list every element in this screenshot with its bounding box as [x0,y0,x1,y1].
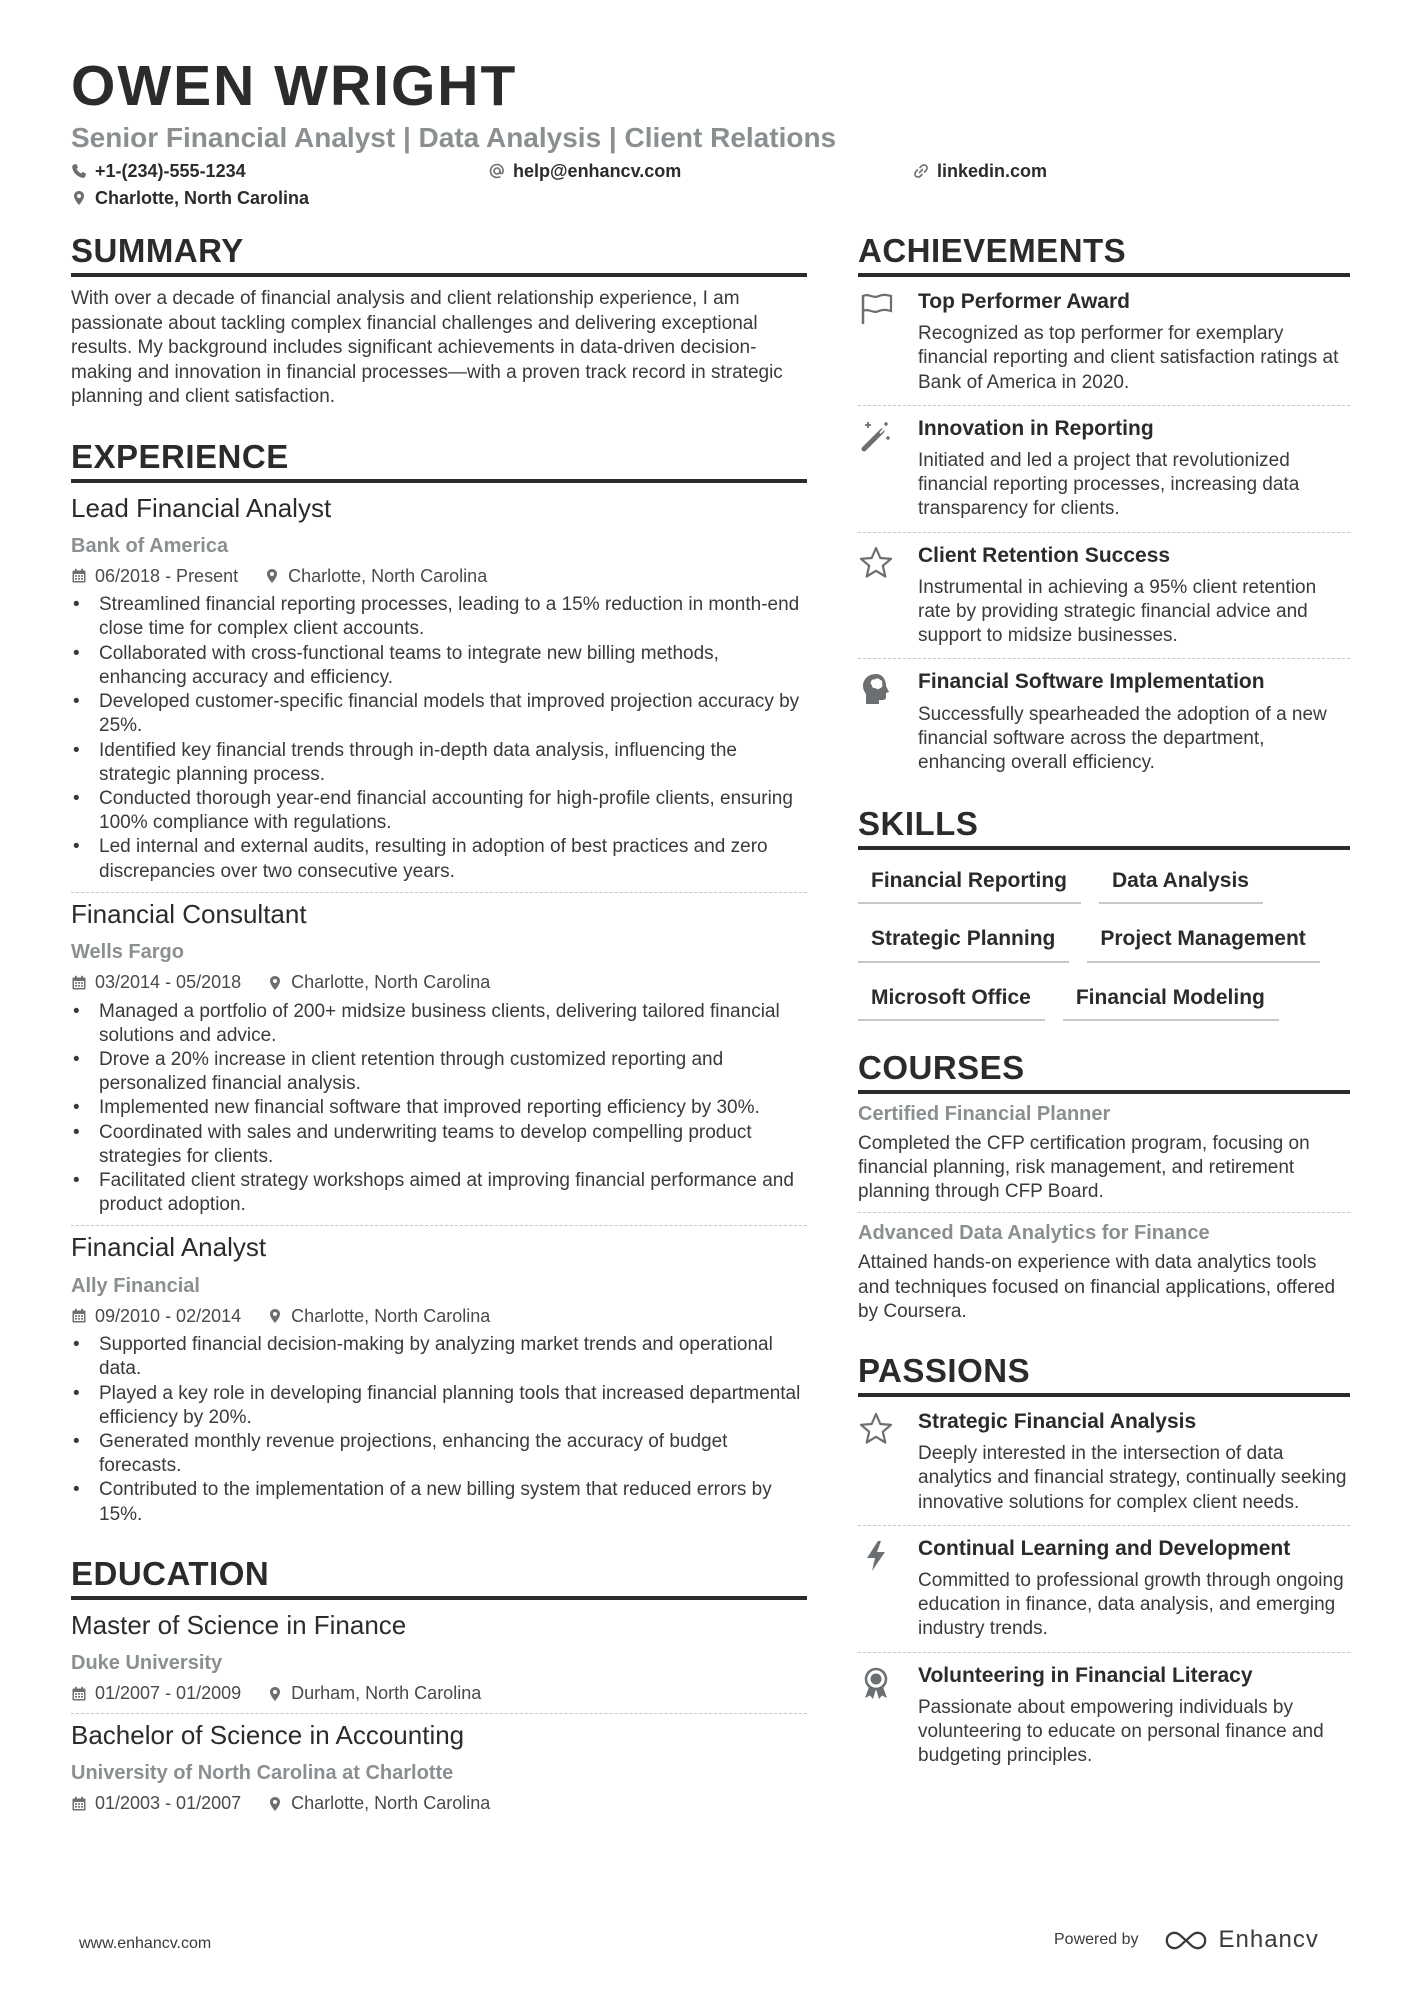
contact-linkedin[interactable] [913,162,1047,180]
experience-entry [71,899,807,1227]
link-icon [913,163,929,179]
list-item: • Developed customer-specific financial models that improved projection accuracy by 25%. [71,690,807,738]
phone-text: +1-(234)-555-1234 [95,161,246,181]
list-item: • Led internal and external audits, resulting in adoption of best practices and zero discrepancies over two consecutive years. [71,835,807,883]
achievement-text: Instrumental in achieving a 95% client retention rate by providing strategic financial advice and support to midsize businesses. [918,576,1317,647]
list-item: • Coordinated with sales and underwriting teams to develop compelling product strategies for clients. [71,1121,807,1169]
magic-wand-icon [858,418,894,454]
list-item: • Conducted thorough year-end financial accounting for high-profile clients, ensuring 100% compliance with regulations. [71,787,807,835]
course-text: Attained hands-on experience with data analytics tools and techniques focused on financial applications, offered by Coursera. [858,1252,1336,1322]
calendar-icon [71,975,87,991]
location-text: Charlotte, North Carolina [95,188,310,208]
achievement-text: Initiated and led a project that revolutionized financial reporting processes, increasing data transparency for clients. [918,449,1300,520]
achievement-icon-wrap [858,289,918,395]
achievement-text: Successfully spearheaded the adoption of a new financial software across the department, enhancing overall efficiency. [918,703,1327,773]
list-item: • Implemented new financial software that improved reporting efficiency by 30%. [71,1096,807,1120]
experience-entry [71,1232,807,1526]
passions-section [858,1351,1350,1778]
passion-icon-wrap [858,1409,918,1515]
divider [71,1713,807,1714]
achievement-title: Financial Software Implementation [918,670,1265,694]
passion-body [918,1663,1350,1769]
passion-icon-wrap [858,1536,918,1642]
education-dates-text: 01/2003 - 01/2007 [95,1792,242,1813]
skill-tag: Microsoft Office [858,977,1045,1021]
education-meta [71,1793,807,1815]
job-dates-text: 09/2010 - 02/2014 [95,1305,242,1326]
courses-heading: COURSES [858,1051,1350,1094]
job-role: Lead Financial Analyst [71,492,332,523]
skills-heading: SKILLS [858,807,1350,850]
job-location [264,566,487,588]
right-column [858,234,1350,1778]
course-title: Advanced Data Analytics for Finance [858,1222,1210,1245]
list-item: • Contributed to the implementation of a new billing system that reduced errors by 15%. [71,1478,807,1526]
list-item: • Supported financial decision-making by analyzing market trends and operational data. [71,1333,807,1381]
passion-text: Committed to professional growth through ongoing education in finance, data analysis, and emerging industry trends. [918,1569,1344,1640]
course-title: Certified Financial Planner [858,1102,1111,1125]
education-location [267,1793,490,1815]
achievement-item [858,659,1350,785]
degree: Master of Science in Finance [71,1609,407,1640]
lightning-icon [858,1538,894,1574]
location-pin-icon [267,1686,283,1702]
achievement-item [858,533,1350,659]
list-item: • Collaborated with cross-functional teams to integrate new billing methods, enhancing accuracy and efficiency. [71,642,807,690]
courses-section [858,1048,1350,1324]
achievement-item [858,279,1350,405]
course-item [858,1221,1350,1324]
brand-logo[interactable] [1163,1926,1319,1954]
achievement-title: Innovation in Reporting [918,416,1154,440]
achievement-icon-wrap [858,416,918,522]
education-location [267,1683,481,1705]
calendar-icon [71,1796,87,1812]
footer-branding [1054,1926,1319,1954]
list-item: • Played a key role in developing financial planning tools that increased departmental efficiency by 20%. [71,1382,807,1430]
star-icon [858,545,894,581]
job-role: Financial Consultant [71,898,307,929]
skill-tag: Data Analysis [1099,860,1263,904]
job-location [267,972,490,994]
location-pin-icon [267,975,283,991]
skills-list [858,860,1350,1021]
passion-item [858,1653,1350,1779]
passions-heading: PASSIONS [858,1354,1350,1397]
job-dates-text: 06/2018 - Present [95,565,239,586]
achievement-icon-wrap [858,543,918,649]
passion-body [918,1536,1350,1642]
left-column [71,234,807,1814]
candidate-title: Senior Financial Analyst | Data Analysis | Client Relations [71,122,837,153]
achievement-item [858,406,1350,532]
passion-item [858,1526,1350,1652]
location-pin-icon [267,1796,283,1812]
passion-item [858,1399,1350,1525]
job-dates-text: 03/2014 - 05/2018 [95,971,242,992]
calendar-icon [71,568,87,584]
summary-section [71,234,807,410]
job-meta [71,972,807,994]
education-meta [71,1683,807,1705]
email-text: help@enhancv.com [513,161,682,181]
summary-text: With over a decade of financial analysis and client relationship experience, I am passionate about tackling complex financial challenges and delivering exceptional results. My background includes significant achievements in data-driven decision-making and innovation in financial processes—with a proven track record in strategic planning and client satisfaction. [71,288,783,407]
achievement-title: Client Retention Success [918,543,1171,567]
contact-phone[interactable] [71,162,246,180]
achievements-section [858,234,1350,785]
location-pin-icon [264,568,280,584]
calendar-icon [71,1308,87,1324]
skill-tag: Project Management [1087,918,1319,962]
star-icon [858,1411,894,1447]
award-ribbon-icon [858,1665,894,1701]
education-dates [71,1683,241,1705]
head-brain-icon [858,671,894,707]
passion-text: Passionate about empowering individuals by volunteering to educate on personal finance and budgeting principles. [918,1696,1324,1767]
passion-body [918,1409,1350,1515]
job-location-text: Charlotte, North Carolina [291,971,491,992]
passion-icon-wrap [858,1663,918,1769]
skills-section [858,807,1350,1021]
education-dates-text: 01/2007 - 01/2009 [95,1682,242,1703]
job-location-text: Charlotte, North Carolina [291,1305,491,1326]
location-pin-icon [267,1308,283,1324]
list-item: • Facilitated client strategy workshops aimed at improving financial performance and product adoption. [71,1169,807,1217]
education-entry [71,1720,807,1815]
powered-by-label: Powered by [1054,1931,1139,1948]
linkedin-text: linkedin.com [937,161,1048,181]
brand-name: Enhancv [1218,1926,1319,1953]
education-location-text: Charlotte, North Carolina [291,1792,491,1813]
list-item: • Drove a 20% increase in client retention through customized reporting and personalized financial analysis. [71,1048,807,1096]
achievement-icon-wrap [858,669,918,775]
divider [71,1225,807,1226]
list-item: • Streamlined financial reporting processes, leading to a 15% reduction in month-end close time for complex client accounts. [71,593,807,641]
divider [71,892,807,893]
list-item: • Identified key financial trends through in-depth data analysis, influencing the strategic planning process. [71,739,807,787]
education-location-text: Durham, North Carolina [291,1682,482,1703]
skill-tag: Financial Reporting [858,860,1081,904]
achievement-body [918,669,1350,775]
job-bullets [71,1333,807,1527]
achievements-heading: ACHIEVEMENTS [858,234,1350,277]
education-heading: EDUCATION [71,1557,807,1600]
contact-location [71,189,309,207]
job-bullets [71,593,807,883]
flag-icon [858,291,894,327]
experience-entry [71,493,807,893]
location-pin-icon [71,190,87,206]
education-section [71,1554,807,1815]
job-company: Ally Financial [71,1274,200,1297]
achievement-title: Top Performer Award [918,290,1130,313]
skill-tag: Financial Modeling [1063,977,1279,1021]
school: University of North Carolina at Charlotte [71,1761,454,1784]
job-location [267,1306,490,1328]
footer-website[interactable]: www.enhancv.com [79,1935,212,1952]
skill-tag: Strategic Planning [858,918,1069,962]
list-item: • Generated monthly revenue projections, enhancing the accuracy of budget forecasts. [71,1430,807,1478]
achievement-text: Recognized as top performer for exemplary financial reporting and client satisfaction ratings at Bank of America in 2020. [918,323,1339,393]
education-dates [71,1793,241,1815]
job-dates [71,566,238,588]
job-company: Wells Fargo [71,940,184,963]
achievement-body [918,289,1350,395]
at-sign-icon [489,163,505,179]
job-meta [71,1306,807,1328]
job-location-text: Charlotte, North Carolina [288,565,488,586]
achievement-body [918,416,1350,522]
candidate-name: OWEN WRIGHT [71,54,518,118]
contact-email[interactable] [489,162,681,180]
degree: Bachelor of Science in Accounting [71,1719,465,1750]
calendar-icon [71,1686,87,1702]
experience-section [71,437,807,1527]
passion-text: Deeply interested in the intersection of data analytics and financial strategy, continually seeking innovative solutions for complex client needs. [918,1443,1347,1513]
passion-title: Continual Learning and Development [918,1536,1291,1560]
job-company: Bank of America [71,534,229,557]
course-item [858,1102,1350,1205]
summary-heading: SUMMARY [71,234,807,277]
job-meta [71,566,807,588]
passion-title: Strategic Financial Analysis [918,1409,1197,1433]
experience-heading: EXPERIENCE [71,440,807,483]
achievement-body [918,543,1350,649]
passion-title: Volunteering in Financial Literacy [918,1663,1253,1687]
course-text: Completed the CFP certification program, focusing on financial planning, risk management, and retirement planning through CFP Board. [858,1132,1310,1203]
job-bullets [71,1000,807,1218]
divider [858,1212,1350,1213]
enhancv-logo-icon [1163,1929,1209,1952]
school: Duke University [71,1651,223,1674]
phone-icon [71,163,87,179]
job-dates [71,972,241,994]
education-entry [71,1610,807,1714]
list-item: • Managed a portfolio of 200+ midsize business clients, delivering tailored financial solutions and advice. [71,1000,807,1048]
job-dates [71,1306,241,1328]
job-role: Financial Analyst [71,1232,267,1263]
